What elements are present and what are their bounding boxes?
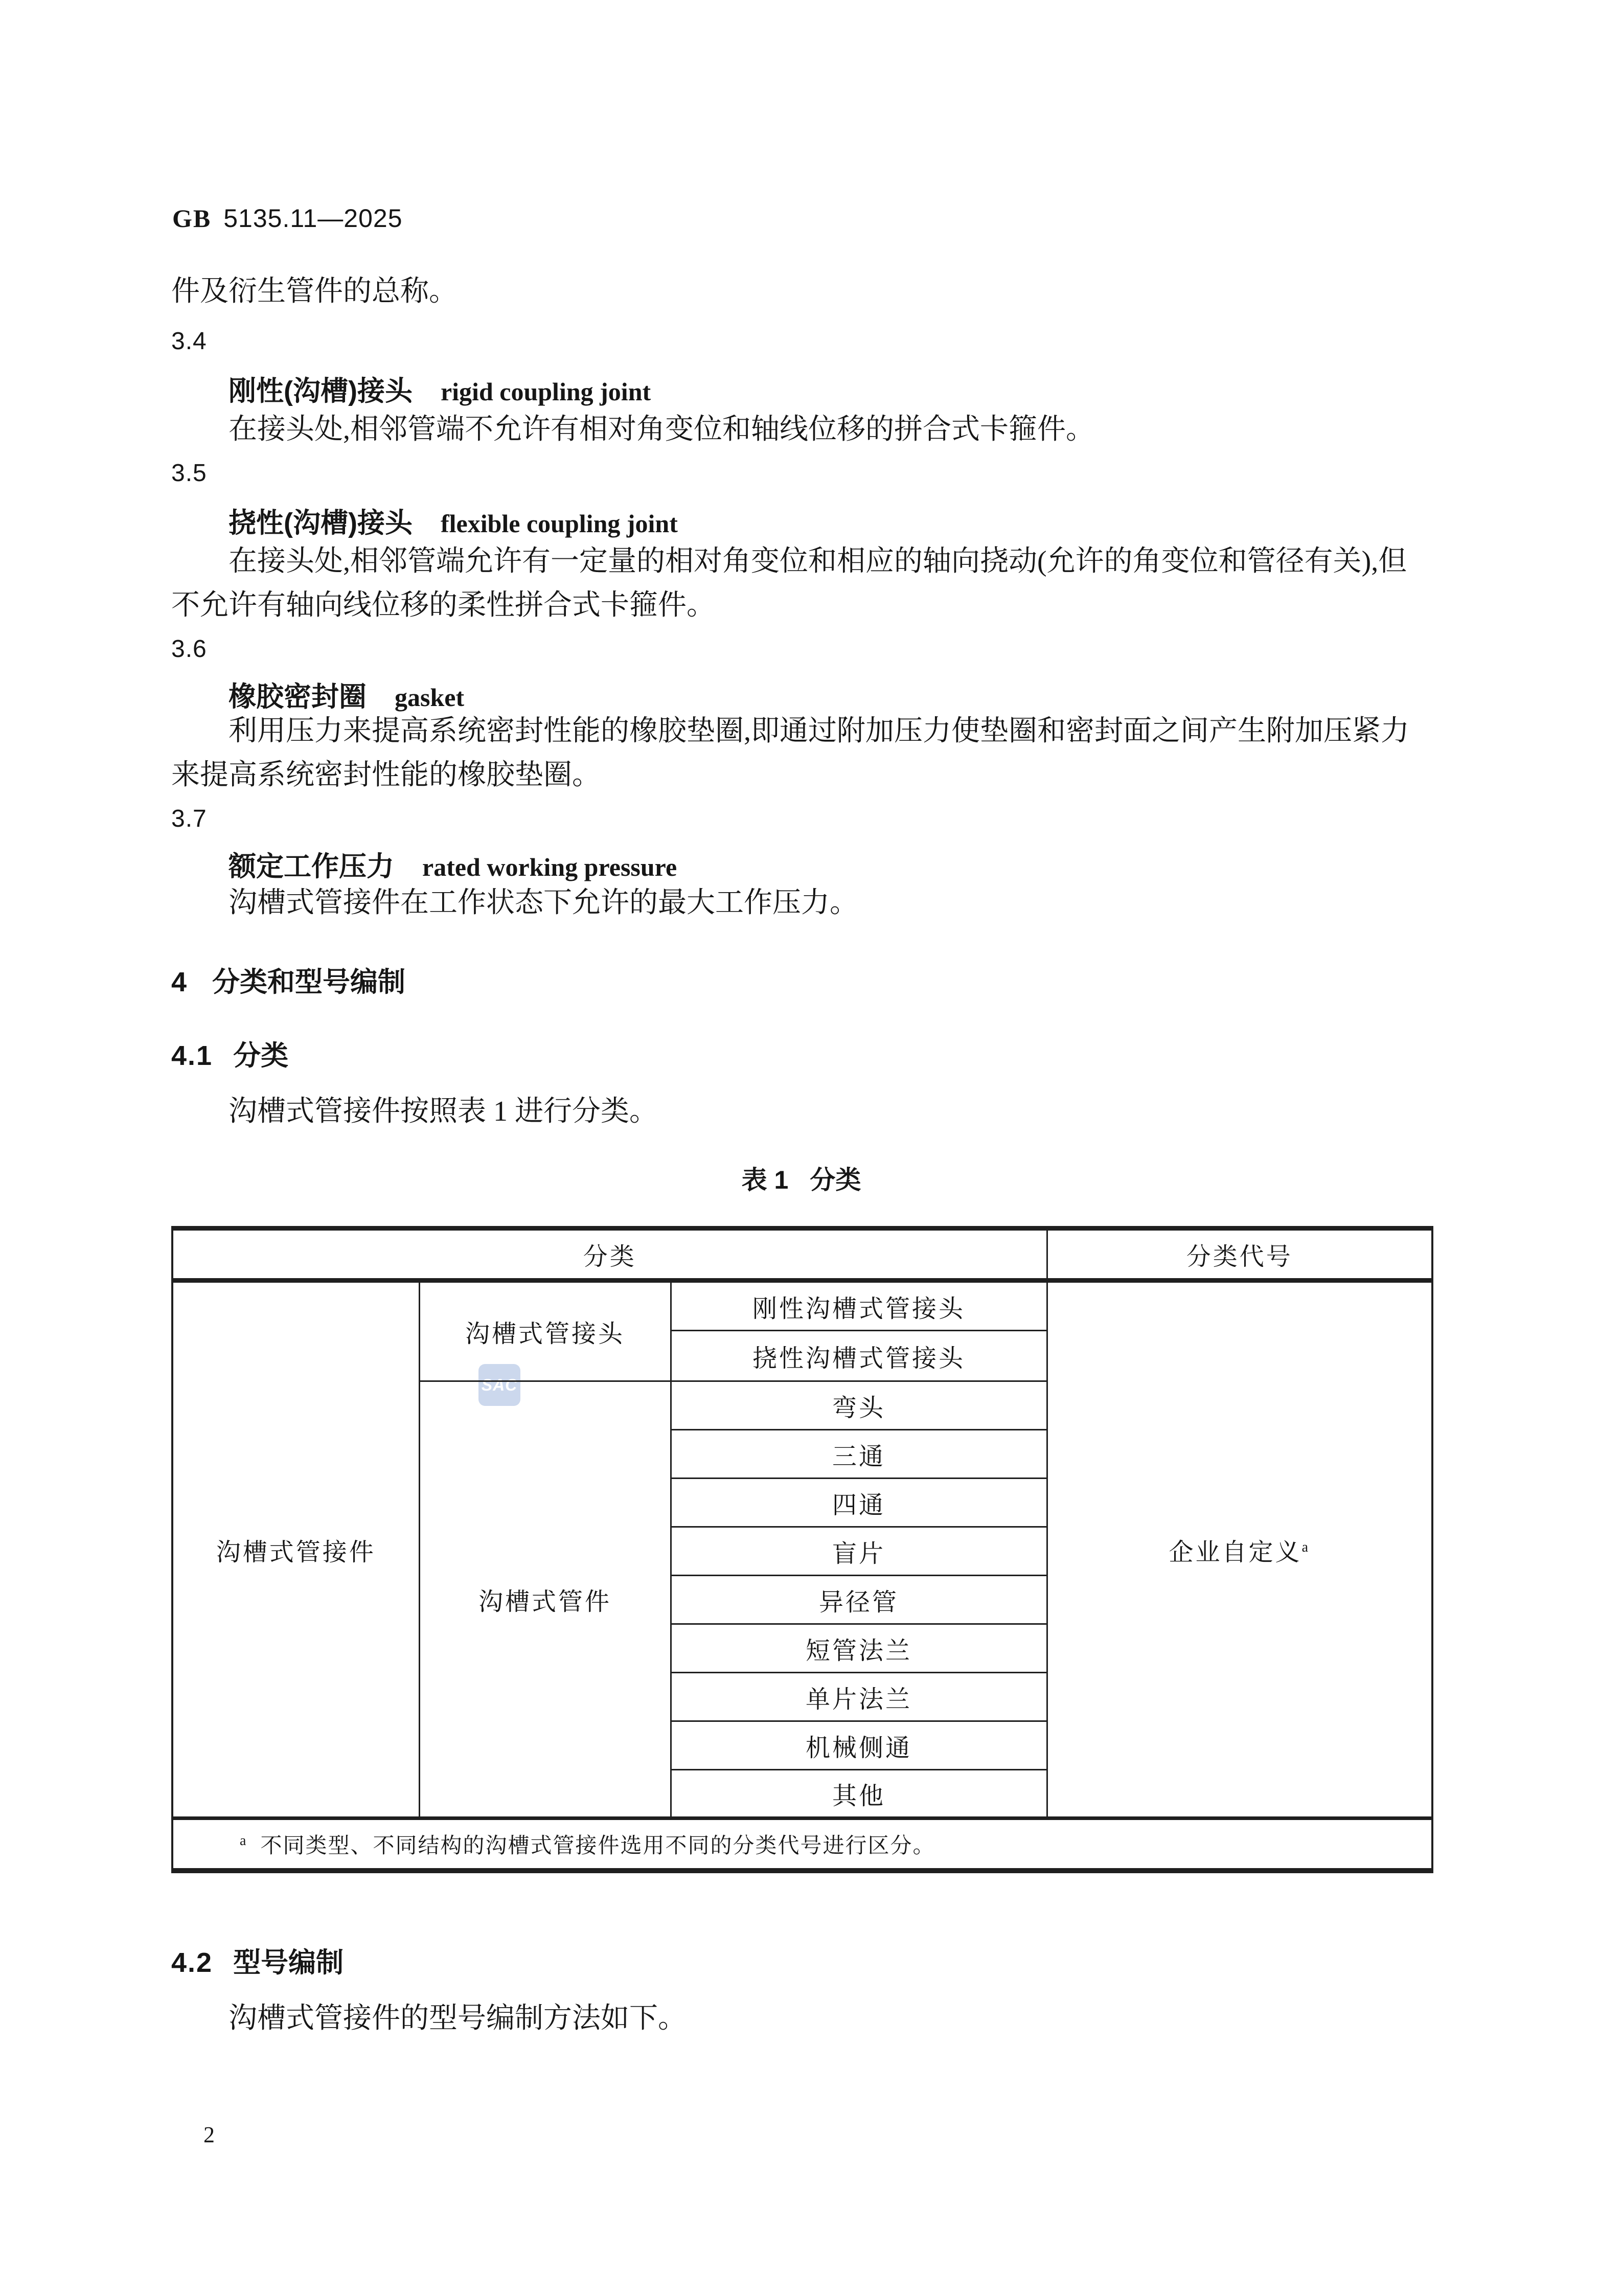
table-caption-number: 表 1 xyxy=(741,1166,789,1194)
table-cell: 盲片 xyxy=(671,1527,1047,1576)
table-cell: 单片法兰 xyxy=(671,1673,1047,1721)
table-caption xyxy=(171,1160,1431,1196)
clause-number-3-7: 3.7 xyxy=(171,805,207,832)
term-line-3-5 xyxy=(228,501,678,540)
table-cell: 挠性沟槽式管接头 xyxy=(671,1331,1047,1381)
term-zh: 挠性(沟槽)接头 xyxy=(228,508,413,538)
term-en: flexible coupling joint xyxy=(440,509,678,538)
table-cell: 其他 xyxy=(671,1770,1047,1818)
definition-line: 来提高系统密封性能的橡胶垫圈。 xyxy=(171,759,601,791)
section-title: 型号编制 xyxy=(233,1947,344,1978)
header-cell-class: 分类 xyxy=(172,1229,1047,1281)
table-header-row xyxy=(172,1229,1432,1281)
code-superscript: a xyxy=(1301,1539,1310,1555)
footnote-text: 不同类型、不同结构的沟槽式管接件选用不同的分类代号进行区分。 xyxy=(260,1834,935,1858)
table-cell: 刚性沟槽式管接头 xyxy=(671,1281,1047,1331)
definition-line: 在接头处,相邻管端允许有一定量的相对角变位和相应的轴向挠动(允许的角变位和管径有关),但 xyxy=(228,545,1407,577)
section-4-1-heading xyxy=(171,1034,288,1073)
standard-number: 5135.11—2025 xyxy=(223,204,403,233)
section-4-2-text: 沟槽式管接件的型号编制方法如下。 xyxy=(228,2003,687,2034)
page-number: 2 xyxy=(203,2122,215,2147)
section-4-1-text: 沟槽式管接件按照表 1 进行分类。 xyxy=(228,1096,658,1127)
sac-watermark-label: SAC xyxy=(481,1375,518,1394)
continuation-paragraph: 件及衍生管件的总称。 xyxy=(171,276,458,307)
term-zh: 额定工作压力 xyxy=(228,851,394,882)
term-line-3-6 xyxy=(228,675,464,714)
clause-number-3-6: 3.6 xyxy=(171,635,207,663)
term-zh: 刚性(沟槽)接头 xyxy=(228,376,413,406)
table-cell: 四通 xyxy=(671,1479,1047,1527)
cell-group1: 沟槽式管接头 xyxy=(419,1281,671,1381)
term-line-3-4 xyxy=(228,369,651,408)
term-en: rigid coupling joint xyxy=(440,377,651,406)
table-cell: 短管法兰 xyxy=(671,1624,1047,1673)
table-cell: 三通 xyxy=(671,1430,1047,1479)
clause-number-3-5: 3.5 xyxy=(171,460,207,487)
term-line-3-7 xyxy=(228,845,677,884)
chapter-4-heading xyxy=(171,960,405,999)
chapter-number: 4 xyxy=(171,967,188,997)
definition-line: 利用压力来提高系统密封性能的橡胶垫圈,即通过附加压力使垫圈和密封面之间产生附加压紧力 xyxy=(228,715,1409,747)
definition-line: 沟槽式管接件在工作状态下允许的最大工作压力。 xyxy=(228,887,858,919)
definition-line: 不允许有轴向线位移的柔性拼合式卡箍件。 xyxy=(171,589,715,621)
section-title: 分类 xyxy=(233,1040,289,1071)
clause-number-3-4: 3.4 xyxy=(171,328,207,355)
section-number: 4.1 xyxy=(171,1040,213,1071)
term-en: gasket xyxy=(395,683,465,712)
cell-group2: 沟槽式管件 xyxy=(419,1381,671,1818)
term-en: rated working pressure xyxy=(422,853,677,881)
term-zh: 橡胶密封圈 xyxy=(228,681,367,712)
cell-code xyxy=(1047,1281,1432,1818)
table-cell: 异径管 xyxy=(671,1576,1047,1624)
table-cell: 弯头 xyxy=(671,1381,1047,1430)
table-footnote xyxy=(172,1818,1432,1871)
standard-number-header xyxy=(172,203,403,233)
cell-level1: 沟槽式管接件 xyxy=(172,1281,419,1818)
section-4-2-heading xyxy=(171,1941,344,1980)
footnote-superscript: a xyxy=(240,1832,247,1849)
code-text: 企业自定义 xyxy=(1169,1538,1302,1566)
classification-table xyxy=(171,1226,1433,1873)
header-cell-code: 分类代号 xyxy=(1047,1229,1432,1281)
chapter-title: 分类和型号编制 xyxy=(212,967,406,997)
definition-line: 在接头处,相邻管端不允许有相对角变位和轴线位移的拼合式卡箍件。 xyxy=(228,414,1094,445)
table-cell: 机械侧通 xyxy=(671,1721,1047,1770)
table-caption-title: 分类 xyxy=(810,1166,861,1194)
standard-prefix: GB xyxy=(172,204,212,233)
section-number: 4.2 xyxy=(171,1947,213,1978)
table-row xyxy=(172,1281,1432,1331)
table-footnote-row xyxy=(172,1818,1432,1871)
